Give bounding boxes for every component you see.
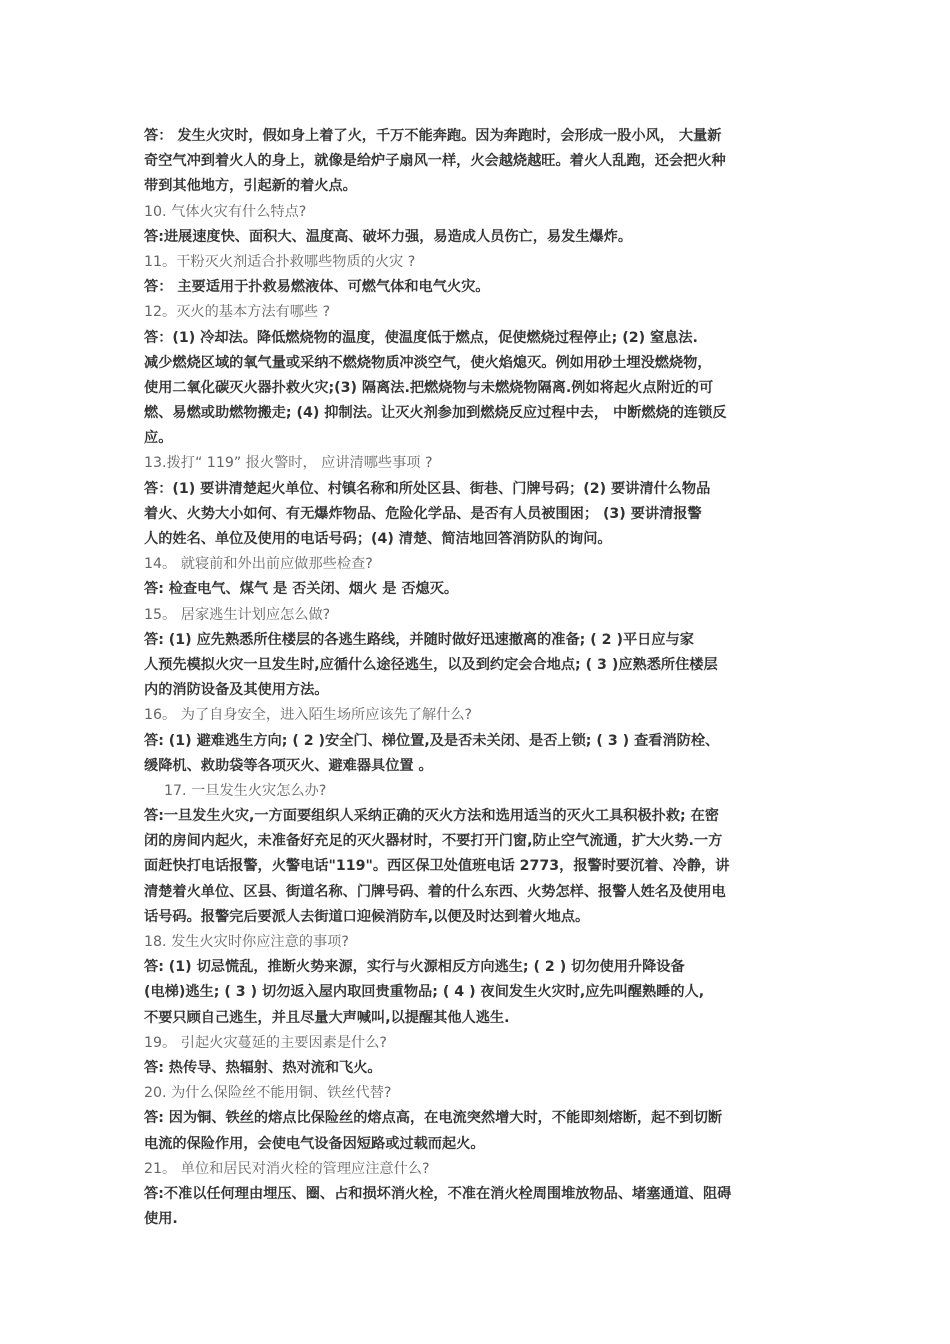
question-line: 17. 一旦发生火灾怎么办?: [164, 782, 327, 799]
question-line: 19。 引起火灾蔓延的主要因素是什么?: [144, 1034, 387, 1051]
answer-line: 话号码。报警完后要派人去街道口迎候消防车,以便及时达到着火地点。: [144, 908, 590, 925]
answer-line: 清楚着火单位、区县、街道名称、门牌号码、着的什么东西、火势怎样、报警人姓名及使用电: [144, 883, 726, 900]
question-line: 15。 居家逃生计划应怎么做?: [144, 606, 331, 623]
answer-line: 燃、易燃或助燃物搬走; (4) 抑制法。让灭火剂参加到燃烧反应过程中去， 中断燃烧的连锁反: [144, 405, 727, 422]
answer-line: 答: 因为铜、铁丝的熔点比保险丝的熔点高，在电流突然增大时，不能即刻熔断，起不到切断: [144, 1110, 723, 1127]
question-line: 10. 气体火灾有什么特点?: [144, 203, 307, 220]
question-line: 12。灭火的基本方法有哪些 ?: [144, 304, 331, 321]
answer-line: 带到其他地方，引起新的着火点。: [144, 178, 357, 195]
qa-text-block: [144, 124, 824, 1232]
answer-line: 不要只顾自己逃生，并且尽量大声喊叫,以提醒其他人逃生.: [144, 1009, 510, 1026]
question-line: 20. 为什么保险丝不能用铜、铁丝代替?: [144, 1085, 392, 1102]
answer-line: 答: (1) 避难逃生方向; ( 2 )安全门、梯位置,及是否未关闭、是否上锁; ( 3 ) 查看消防栓、: [144, 732, 720, 749]
answer-line: 应。: [144, 430, 173, 447]
answer-line: 人的姓名、单位及使用的电话号码；(4) 清楚、简洁地回答消防队的询问。: [144, 531, 612, 547]
answer-line: 使用二氧化碳灭火器扑救火灾;(3) 隔离法.把燃烧物与未燃烧物隔离.例如将起火点附近的可: [144, 379, 714, 396]
answer-line: 面赶快打电话报警，火警电话"119"。西区保卫处值班电话 2773，报警时要沉着、冷静，讲: [144, 858, 730, 875]
answer-line: 答: 热传导、热辐射、热对流和飞火。: [144, 1059, 382, 1076]
question-line: 14。 就寝前和外出前应做那些检查?: [144, 556, 373, 573]
answer-line: 闭的房间内起火，未准备好充足的灭火器材时，不要打开门窗,防止空气流通，扩大火势.一方: [144, 833, 723, 850]
answer-line: 答: (1) 应先熟悉所住楼层的各逃生路线，并随时做好迅速撤离的准备; ( 2 )平日应与家: [144, 631, 694, 648]
answer-line: 答:进展速度快、面积大、温度高、破坏力强，易造成人员伤亡，易发生爆炸。: [144, 228, 633, 245]
question-line: 11。干粉灭火剂适合扑救哪些物质的火灾 ?: [144, 253, 416, 270]
answer-line: 着火、火势大小如何、有无爆炸物品、危险化学品、是否有人员被围困； (3) 要讲清报警: [144, 505, 702, 522]
answer-line: 答:一旦发生火灾,一方面要组织人采纳正确的灭火方法和选用适当的灭火工具积极扑救; 在密: [144, 808, 719, 825]
question-line: 21。 单位和居民对消火栓的管理应注意什么?: [144, 1160, 430, 1177]
answer-line: 减少燃烧区域的氧气量或采纳不燃烧物质冲淡空气，使火焰熄灭。例如用砂土埋没燃烧物，: [144, 354, 712, 371]
answer-line: 人预先模拟火灾一旦发生时,应循什么途径逃生，以及到约定会合地点; ( 3 )应熟悉所住楼层: [144, 656, 718, 673]
answer-line: 答： 主要适用于扑救易燃液体、可燃气体和电气火灾。: [144, 279, 490, 296]
answer-line: 答： 发生火灾时，假如身上着了火，千万不能奔跑。因为奔跑时，会形成一股小风， 大量新: [144, 128, 722, 144]
answer-line: 内的消防设备及其使用方法。: [144, 682, 329, 699]
answer-line: 答: 检查电气、煤气 是 否关闭、烟火 是 否熄灭。: [144, 581, 459, 598]
answer-line: 缓降机、救助袋等各项灭火、避难器具位置 。: [144, 757, 433, 774]
question-line: 16。 为了自身安全，进入陌生场所应该先了解什么?: [144, 707, 473, 724]
answer-line: 答：(1) 要讲清楚起火单位、村镇名称和所处区县、街巷、门牌号码；(2) 要讲清什么物品: [144, 480, 711, 497]
answer-line: 答: (1) 切忌慌乱，推断火势来源，实行与火源相反方向逃生; ( 2 ) 切勿使用升降设备: [144, 959, 685, 976]
answer-line: (电梯)逃生; ( 3 ) 切勿返入屋内取回贵重物品; ( 4 ) 夜间发生火灾时,应先叫醒熟睡的人,: [144, 984, 705, 1001]
answer-line: 奇空气冲到着火人的身上，就像是给炉子扇风一样，火会越烧越旺。着火人乱跑，还会把火种: [144, 153, 726, 170]
answer-line: 使用.: [144, 1211, 178, 1228]
answer-line: 答：(1) 冷却法。降低燃烧物的温度，使温度低于燃点，促使燃烧过程停止; (2) 窒息法.: [144, 329, 698, 346]
answer-line: 答:不准以任何理由埋压、圈、占和损坏消火栓，不准在消火栓周围堆放物品、堵塞通道、阻碍: [144, 1185, 732, 1202]
question-line: 18. 发生火灾时你应注意的事项?: [144, 934, 349, 950]
answer-line: 电流的保险作用，会使电气设备因短路或过载而起火。: [144, 1135, 485, 1152]
question-line: 13.拨打“ 119” 报火警时， 应讲清哪些事项 ?: [144, 455, 433, 472]
